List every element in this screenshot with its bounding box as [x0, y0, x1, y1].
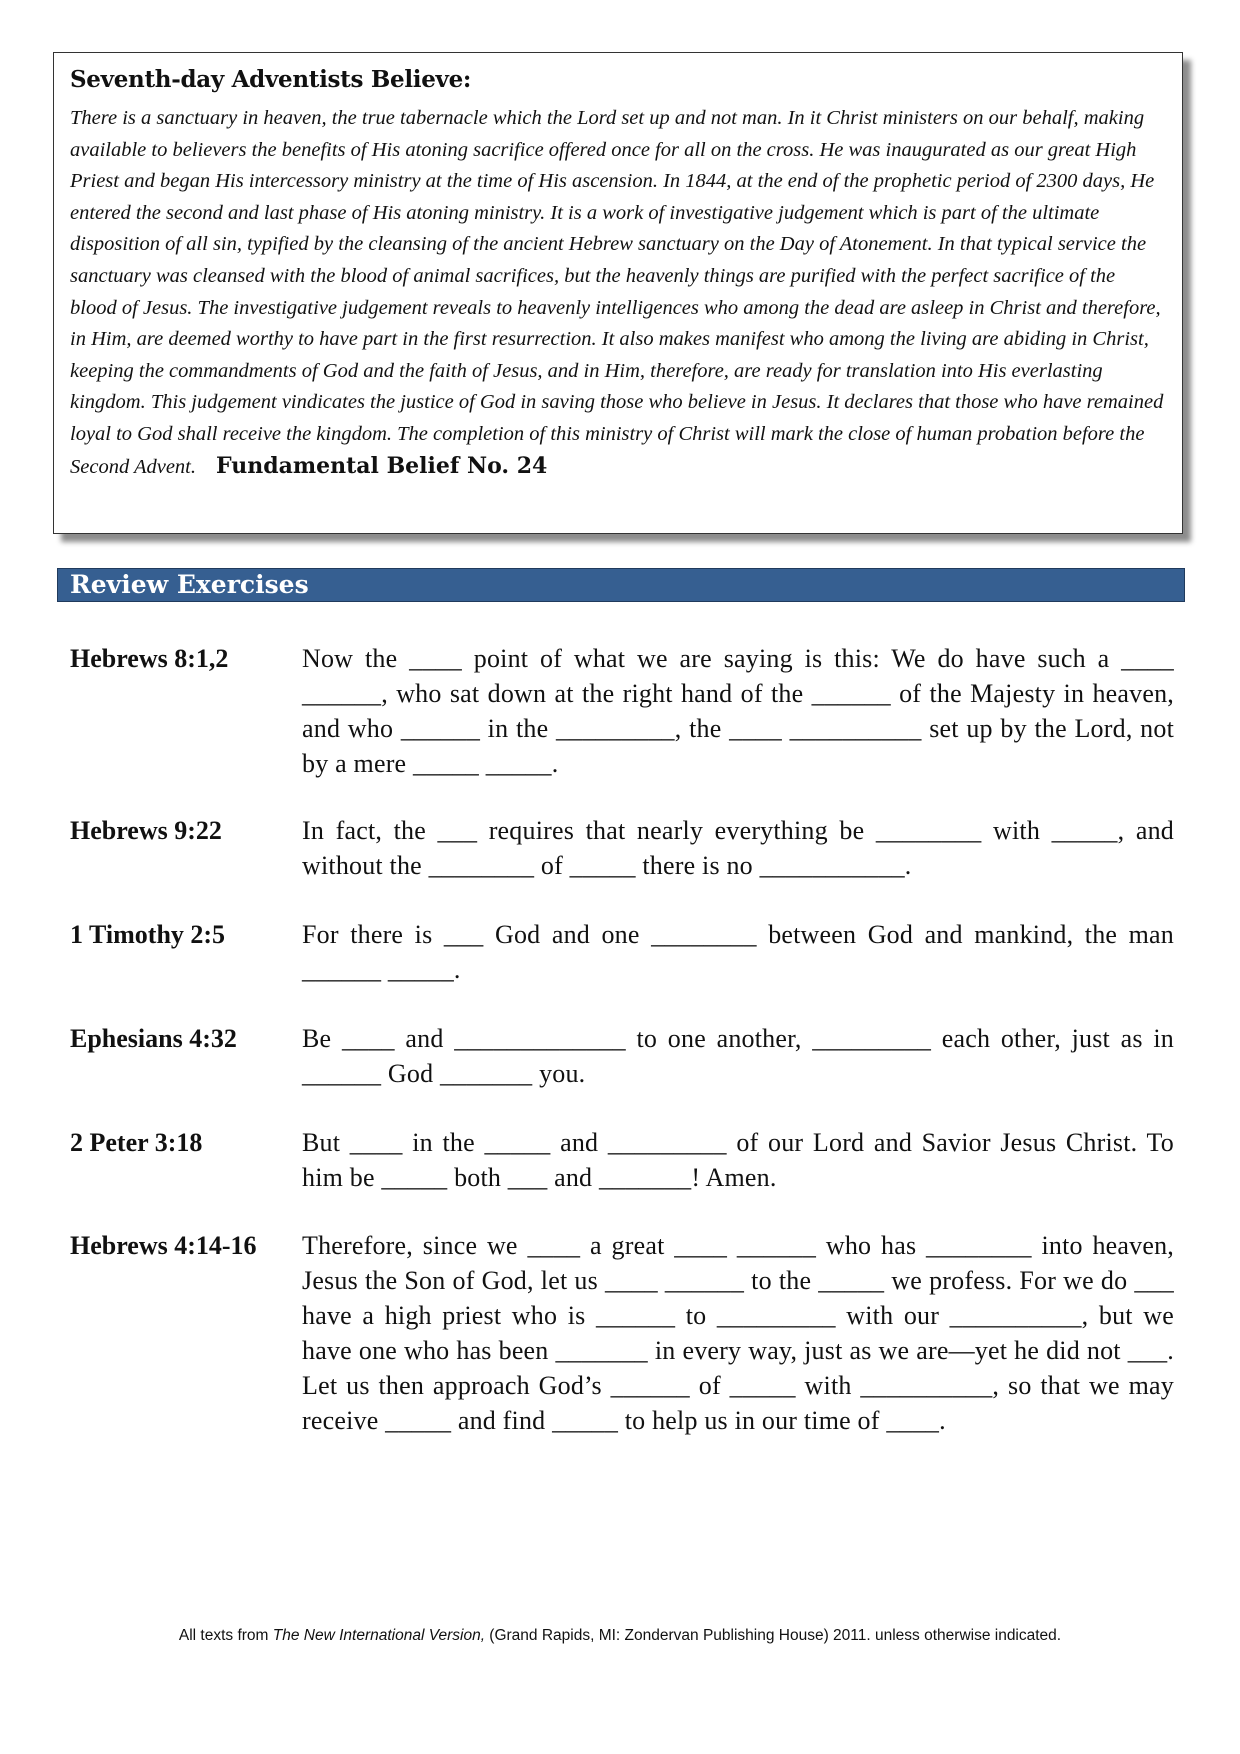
review-exercises-heading: Review Exercises	[57, 568, 1185, 602]
footnote-suffix: (Grand Rapids, MI: Zondervan Publishing House) 2011. unless otherwise indicated.	[485, 1627, 1062, 1644]
exercise-reference: Hebrews 9:22	[70, 816, 222, 845]
belief-title: Seventh-day Adventists Believe:	[70, 66, 472, 93]
exercise-text: For there is ___ God and one ________ between God and mankind, the man ______ _____.	[302, 920, 1174, 984]
source-footnote	[0, 1626, 1240, 1646]
belief-box	[53, 52, 1183, 534]
exercise-text: Therefore, since we ____ a great ____ ______ who has ________ into heaven, Jesus the Son of God, let us ____ ______ to the _____ we profess. For we do ___ have a high priest who is ______ to _________ with our __________, but we have one who has been _______ in every way, just as we are—yet he did not ___. Let us then approach God’s ______ of _____ with __________, so that we may receive _____ and find _____ to help us in our time of ____.	[302, 1231, 1174, 1435]
exercise-reference: 1 Timothy 2:5	[70, 920, 226, 949]
exercise-reference: Hebrews 8:1,2	[70, 644, 229, 673]
exercise-text: Be ____ and _____________ to one another, _________ each other, just as in ______ God _______ you.	[302, 1024, 1174, 1088]
exercise-text: Now the ____ point of what we are saying is this: We do have such a ____ ______, who sat down at the right hand of the ______ of the Majesty in heaven, and who ______ in the _________, the ____ __________ set up by the Lord, not by a mere _____ _____.	[302, 644, 1174, 778]
exercise-text: But ____ in the _____ and _________ of our Lord and Savior Jesus Christ. To him be _____ both ___ and _______! Amen.	[302, 1128, 1174, 1192]
belief-body: There is a sanctuary in heaven, the true tabernacle which the Lord set up and not man. In it Christ ministers on our behalf, making available to believers the benefits of His atoning sacrifice offered once for all on the cross. He was inaugurated as our great High Priest and began His intercessory ministry at the time of His ascension. In 1844, at the end of the prophetic period of 2300 days, He entered the second and last phase of His atoning ministry. It is a work of investigative judgement which is part of the ultimate disposition of all sin, typified by the cleansing of the ancient Hebrew sanctuary on the Day of Atonement. In that typical service the sanctuary was cleansed with the blood of animal sacrifices, but the heavenly things are purified with the perfect sacrifice of the blood of Jesus. The investigative judgement reveals to heavenly intelligences who among the dead are asleep in Christ and therefore, in Him, are deemed worthy to have part in the first resurrection. It also makes manifest who among the living are abiding in Christ, keeping the commandments of God and the faith of Jesus, and in Him, therefore, are ready for translation into His everlasting kingdom. This judgement vindicates the justice of God in saving those who believe in Jesus. It declares that those who have remained loyal to God shall receive the kingdom. The completion of this ministry of Christ will mark the close of human probation before the Second Advent.	[70, 107, 1164, 478]
belief-reference: Fundamental Belief No. 24	[216, 452, 548, 479]
belief-text	[70, 103, 1166, 483]
exercise-reference: Hebrews 4:14-16	[70, 1231, 257, 1260]
exercise-reference: Ephesians 4:32	[70, 1024, 237, 1053]
exercise-text: In fact, the ___ requires that nearly everything be ________ with _____, and without the ________ of _____ there is no ___________.	[302, 816, 1174, 880]
exercise-reference: 2 Peter 3:18	[70, 1128, 203, 1157]
footnote-title: The New International Version,	[272, 1627, 485, 1644]
footnote-prefix: All texts from	[178, 1627, 273, 1644]
